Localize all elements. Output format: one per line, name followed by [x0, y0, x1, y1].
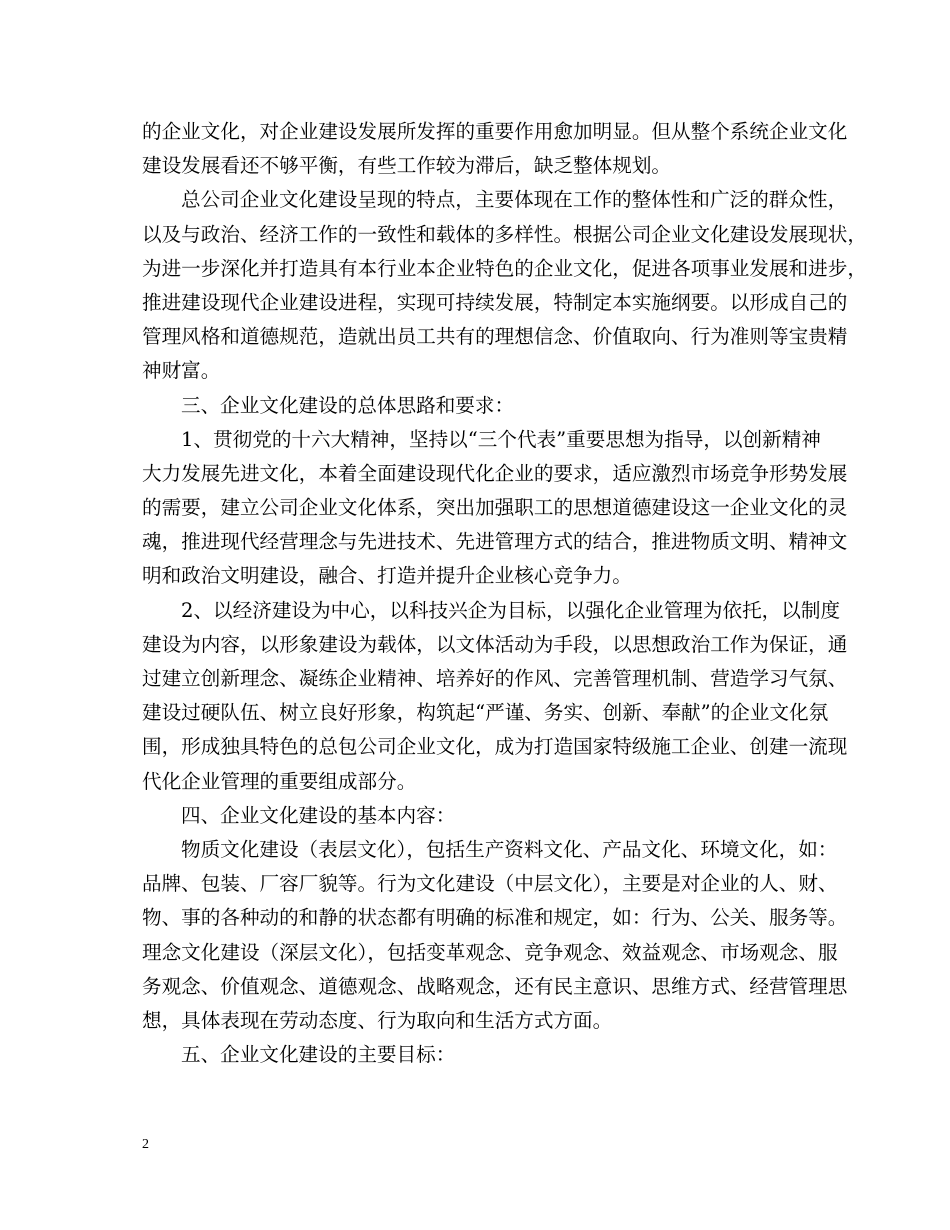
text-line: 以及与政治、经济工作的一致性和载体的多样性。根据公司企业文化建设发展现状，: [142, 222, 867, 246]
text-line: 2、以经济建设为中心，以科技兴企为目标，以强化企业管理为依托，以制度: [181, 598, 841, 622]
text-line: 建设为内容，以形象建设为载体，以文体活动为手段，以思想政治工作为保证，通: [142, 632, 848, 656]
text-line: 想，具体表现在劳动态度、行为取向和生活方式方面。: [142, 1008, 613, 1032]
text-line: 五、企业文化建设的主要目标：: [181, 1043, 456, 1067]
text-line: 代化企业管理的重要组成部分。: [142, 769, 417, 793]
text-line: 三、企业文化建设的总体思路和要求：: [181, 393, 515, 417]
document-body: [142, 115, 867, 1072]
text-line: 推进建设现代企业建设进程，实现可持续发展，特制定本实施纲要。以形成自己的: [142, 290, 848, 314]
text-line: 大力发展先进文化，本着全面建设现代化企业的要求，适应激烈市场竞争形势发展: [142, 461, 848, 485]
text-line: 品牌、包装、厂容厂貌等。行为文化建设（中层文化），主要是对企业的人、财、: [142, 872, 838, 896]
text-line: 的需要，建立公司企业文化体系，突出加强职工的思想道德建设这一企业文化的灵: [142, 496, 848, 520]
text-line: 物质文化建设（表层文化），包括生产资料文化、产品文化、环境文化，如：: [181, 837, 838, 861]
page-number: 2: [142, 1137, 149, 1152]
text-line: 明和政治文明建设，融合、打造并提升企业核心竞争力。: [142, 564, 632, 588]
text-line: 神财富。: [142, 359, 221, 383]
text-line: 的企业文化，对企业建设发展所发挥的重要作用愈加明显。但从整个系统企业文化: [142, 120, 848, 143]
text-line: 管理风格和道德规范，造就出员工共有的理想信念、价值取向、行为准则等宝贵精: [142, 325, 848, 349]
text-line: 过建立创新理念、凝练企业精神、培养好的作风、完善管理机制、营造学习气氛、: [142, 667, 848, 690]
text-line: 总公司企业文化建设呈现的特点，主要体现在工作的整体性和广泛的群众性，: [181, 188, 848, 212]
text-line: 建设发展看还不够平衡，有些工作较为滞后，缺乏整体规划。: [142, 154, 672, 178]
text-line: 四、企业文化建设的基本内容：: [181, 803, 456, 827]
text-line: 1、贯彻党的十六大精神，坚持以“三个代表”重要思想为指导，以创新精神: [181, 427, 821, 451]
text-line: 务观念、价值观念、道德观念、战略观念，还有民主意识、思维方式、经营管理思: [142, 974, 848, 998]
text-line: 理念文化建设（深层文化），包括变革观念、竞争观念、效益观念、市场观念、服: [142, 940, 838, 964]
text-line: 物、事的各种动的和静的状态都有明确的标准和规定，如：行为、公关、服务等。: [142, 906, 848, 930]
text-line: 魂，推进现代经营理念与先进技术、先进管理方式的结合，推进物质文明、精神文: [142, 530, 848, 554]
text-line: 为进一步深化并打造具有本行业本企业特色的企业文化，促进各项事业发展和进步，: [142, 256, 867, 280]
text-line: 围，形成独具特色的总包公司企业文化，成为打造国家特级施工企业、创建一流现: [142, 735, 848, 759]
text-line: 建设过硬队伍、树立良好形象，构筑起“严谨、务实、创新、奉献”的企业文化氛: [142, 701, 829, 725]
